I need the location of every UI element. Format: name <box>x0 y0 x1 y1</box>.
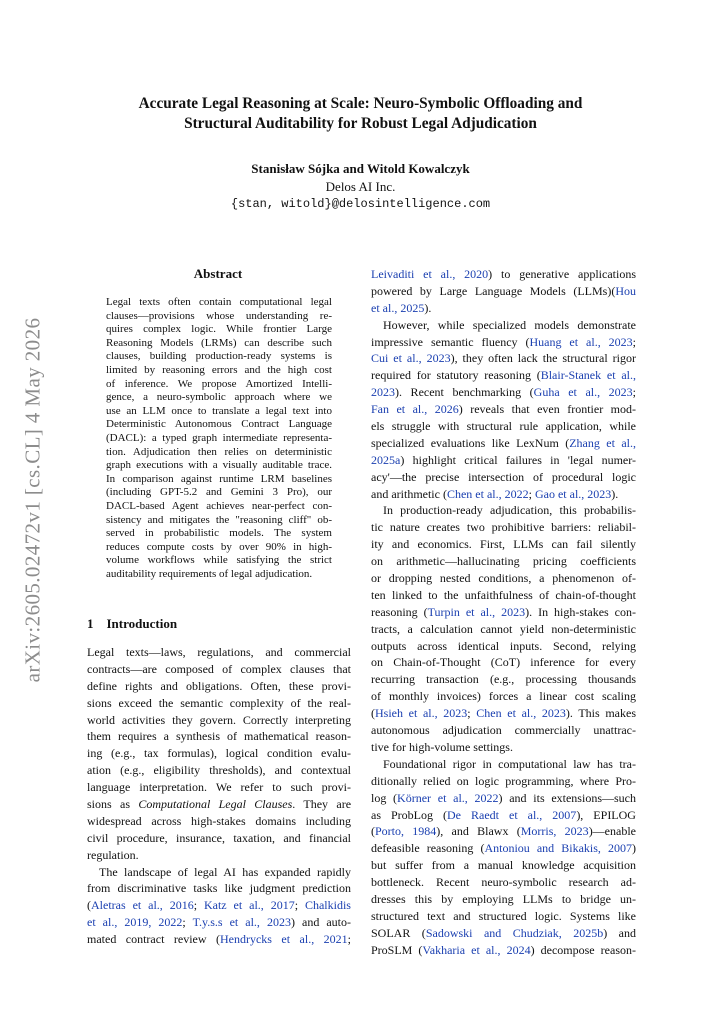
text-run: In production-ready adjudication, this probabilis- <box>383 503 636 518</box>
citation-link[interactable]: 2023 <box>371 385 395 400</box>
abstract-line: served in probabilistic models. The system <box>106 527 332 540</box>
text-run: widespread across high-stakes domains including <box>87 813 351 828</box>
paper-title-line: Accurate Legal Reasoning at Scale: Neuro-Symbolic Offloading and <box>138 95 583 112</box>
text-run: ). In high-stakes con- <box>525 604 636 619</box>
citation-link[interactable]: Hendrycks et al., 2021 <box>219 932 348 947</box>
text-line <box>371 553 636 570</box>
text-run: recurring transaction (e.g., processing thousands <box>371 672 636 687</box>
text-run: tracts, a calculation cannot yield non-deterministic <box>371 621 636 636</box>
text-line <box>87 661 351 678</box>
text-run: The landscape of legal AI has expanded rapidly <box>99 864 351 879</box>
abstract-line: Legal texts often contain computational legal <box>106 296 332 308</box>
text-run: specialized evaluations like LexNum ( <box>371 435 570 450</box>
text-line <box>87 914 351 931</box>
text-run: language interpretation. We refer to such provi- <box>87 780 351 795</box>
text-line <box>371 857 636 874</box>
text-run: as ProbLog ( <box>371 807 447 822</box>
text-line <box>87 745 351 762</box>
paper-title <box>60 94 661 133</box>
text-run: ) decompose reason- <box>530 942 637 957</box>
citation-link[interactable]: Antoniou and Bikakis, 2007 <box>484 841 632 856</box>
citation-link[interactable]: et al., 2025 <box>371 300 425 315</box>
citation-link[interactable]: Chen et al., 2022 <box>446 486 529 501</box>
text-line <box>371 469 636 486</box>
text-line <box>371 401 636 418</box>
text-run: ) reveals that even frontier mod- <box>458 402 637 417</box>
abstract-line: of inference. We propose Amortized Intelli- <box>106 377 332 390</box>
citation-link[interactable]: Vakharia et al., 2024 <box>422 942 531 957</box>
text-run: tive for high-volume settings. <box>371 739 513 754</box>
abstract-heading: Abstract <box>193 266 243 281</box>
text-line <box>371 773 636 790</box>
text-run: ( <box>87 898 91 913</box>
text-line <box>87 762 351 779</box>
text-line <box>87 931 351 948</box>
citation-link[interactable]: Körner et al., 2022 <box>397 790 499 805</box>
text-run: reasoning ( <box>371 604 428 619</box>
text-line <box>371 435 636 452</box>
citation-link[interactable]: Leivaditi et al., 2020 <box>371 267 489 281</box>
text-run: mated contract review ( <box>87 932 220 947</box>
text-run: civil procedure, insurance, taxation, and financial <box>87 830 351 845</box>
text-run: log ( <box>371 790 398 805</box>
text-line <box>371 502 636 519</box>
text-line <box>87 779 351 796</box>
abstract-line: In comparison against runtime LRM baselines <box>106 472 332 485</box>
text-line <box>371 807 636 824</box>
text-line <box>87 644 351 661</box>
text-run: ity and economics. First, LLMs can fail silently <box>371 537 636 552</box>
text-run: ( <box>371 706 375 721</box>
text-line <box>87 864 351 881</box>
citation-link[interactable]: Blair-Stanek et al., <box>540 368 636 383</box>
citation-link[interactable]: Morris, 2023 <box>520 824 589 839</box>
text-run: ; <box>294 898 305 913</box>
text-line <box>87 880 351 897</box>
text-line <box>371 587 636 604</box>
text-run: ), they often lack the structural rigor <box>450 351 636 366</box>
text-run: autonomous adjudication commercially unattrac- <box>371 723 636 738</box>
text-line <box>87 695 351 712</box>
abstract-line: clauses, building production-ready systems is <box>106 350 332 363</box>
text-line <box>371 266 636 283</box>
text-run: However, while specialized models demonstrate <box>383 317 636 332</box>
abstract-line: clauses—provisions whose understanding re- <box>106 309 332 322</box>
text-run: Foundational rigor in computational law has tra- <box>383 756 636 771</box>
abstract-line: quires complex logic. While frontier Large <box>106 323 332 336</box>
text-run: ), EPILOG <box>576 807 636 822</box>
citation-link[interactable]: 2025a <box>371 452 401 467</box>
text-line <box>371 536 636 553</box>
italic-term: Computational Legal Clauses <box>138 797 293 812</box>
text-run: ). This makes <box>565 706 636 721</box>
text-line <box>371 283 636 300</box>
text-line <box>371 925 636 942</box>
text-run: contracts—are composed of complex clauses that <box>87 661 351 676</box>
left-column-text <box>87 644 351 948</box>
abstract-body <box>106 296 332 581</box>
text-run: and arithmetic ( <box>371 486 447 501</box>
section-heading <box>87 616 177 632</box>
text-run: or dropping nested conditions, a phenomenon of- <box>371 571 636 586</box>
text-run: on Chain-of-Thought (CoT) inference for every <box>371 655 636 670</box>
text-run: define rights and obligations. Often, these provi- <box>87 678 351 693</box>
text-run: ; <box>467 706 477 721</box>
text-run: outputs across identical inputs. Second, relying <box>371 638 636 653</box>
text-line <box>371 350 636 367</box>
text-run: ditionally relied on logic programming, where Pro- <box>371 773 636 788</box>
text-run: ing (e.g., tax formulas), logical condition evalu- <box>87 746 351 761</box>
paper-title-line: Structural Auditability for Robust Legal Adjudication <box>184 114 537 132</box>
text-line <box>371 519 636 536</box>
text-run: tic nature creates two prohibitive barriers: reliabil- <box>371 520 636 535</box>
text-line <box>371 874 636 891</box>
citation-link[interactable]: Huang et al., 2023 <box>529 334 633 349</box>
text-line <box>371 604 636 621</box>
text-run: )—enable <box>588 824 636 839</box>
text-run: ) and auto- <box>290 915 351 930</box>
text-line <box>371 891 636 908</box>
text-line <box>371 756 636 773</box>
citation-link[interactable]: Hsieh et al., 2023 <box>375 706 468 721</box>
abstract-line: use an LLM once to translate a legal text into <box>106 404 332 417</box>
text-line <box>371 638 636 655</box>
text-line <box>371 452 636 469</box>
text-run: ) highlight critical failures in 'legal numer- <box>400 452 636 467</box>
text-run: ( <box>371 824 375 839</box>
abstract-line: volume workflows while satisfying the strict <box>106 554 332 567</box>
affiliation: Delos AI Inc. <box>325 179 396 194</box>
text-run: ) <box>632 841 636 856</box>
text-line <box>371 317 636 334</box>
text-run: world activities they govern. Correctly interpreting <box>87 712 351 727</box>
citation-link[interactable]: Turpin et al., 2023 <box>427 604 526 619</box>
text-line <box>87 897 351 914</box>
text-run: ; <box>632 385 637 400</box>
text-run: ten linked to the unfaithfulness of chain-of-thought <box>371 587 636 602</box>
text-run: of monthly invoices) forces a linear cost scaling <box>371 689 636 704</box>
text-line <box>371 823 636 840</box>
text-line <box>371 942 636 959</box>
text-line <box>371 908 636 925</box>
text-line <box>371 334 636 351</box>
abstract-line: gence, a neuro-symbolic approach where we <box>106 391 332 404</box>
abstract-line: auditability requirements of legal adjudication. <box>106 567 313 580</box>
text-run: ). <box>611 486 619 501</box>
text-run: required for statutory reasoning ( <box>371 368 541 383</box>
text-run: sions exceed the semantic complexity of the real- <box>87 695 351 710</box>
text-run: ; <box>347 932 352 947</box>
text-line <box>371 705 636 722</box>
text-run: impressive semantic fluency ( <box>371 334 530 349</box>
abstract-line: (including GPT-5.2 and Gemini 3 Pro), our <box>106 486 332 499</box>
text-run: ) and its extensions—such <box>498 790 636 805</box>
text-run: els struggle with structural rule application, while <box>371 419 636 434</box>
arxiv-watermark <box>7 300 59 700</box>
abstract-line: DACL-based Agent achieves near-perfect con- <box>106 499 332 512</box>
text-run: acy'—the precise intersection of procedural logic <box>371 469 636 484</box>
text-run: ProSLM ( <box>371 942 423 957</box>
text-line <box>371 739 636 756</box>
text-line <box>371 671 636 688</box>
text-run: from discriminative tasks like judgment prediction <box>87 881 351 896</box>
text-line <box>87 830 351 847</box>
text-line <box>371 570 636 587</box>
citation-link[interactable]: Guha et al., 2023 <box>533 385 633 400</box>
text-line <box>371 840 636 857</box>
text-run: on arithmetic—hallucinating pricing coefficients <box>371 554 636 569</box>
text-run: . They are <box>292 797 352 812</box>
text-run: ; <box>528 486 535 501</box>
section-title: Introduction <box>106 616 178 631</box>
text-line <box>371 300 636 317</box>
citation-link[interactable]: Chen et al., 2023 <box>476 706 566 721</box>
citation-link[interactable]: Porto, 1984 <box>375 824 437 839</box>
text-run: ). <box>424 300 432 315</box>
text-run: ), and Blawx ( <box>436 824 521 839</box>
email[interactable]: {stan, witold}@delosintelligence.com <box>230 197 491 211</box>
arxiv-id[interactable]: arXiv:2605.02472v1 [cs.CL] 4 May 2026 <box>20 317 45 683</box>
text-run: ) and <box>603 925 636 940</box>
text-run: Legal texts—laws, regulations, and commercial <box>87 645 351 659</box>
citation-link[interactable]: Fan et al., 2026 <box>371 402 459 417</box>
abstract-line: tion. Adjudication then relies on deterministic <box>106 445 332 458</box>
text-run: structured text and structured logic. Systems like <box>371 908 636 923</box>
text-line <box>371 486 636 503</box>
text-run: ). Recent benchmarking ( <box>395 385 534 400</box>
text-run: ; <box>193 898 204 913</box>
text-run: sions as <box>87 797 139 812</box>
citation-link[interactable]: Chalkidis <box>304 898 351 913</box>
citation-link[interactable]: T.y.s.s et al., 2023 <box>192 915 291 930</box>
citation-link[interactable]: et al., 2019, 2022 <box>87 915 183 930</box>
text-run: ) to generative applications <box>488 267 636 281</box>
section-number: 1 <box>87 616 94 631</box>
text-line <box>371 654 636 671</box>
text-line <box>87 813 351 830</box>
right-column-text <box>371 266 636 959</box>
abstract-line: reduces compute costs by over 90% in high- <box>106 540 332 553</box>
authors: Stanisław Sójka and Witold Kowalczyk <box>251 161 470 176</box>
text-line <box>371 384 636 401</box>
text-line <box>87 847 351 864</box>
text-run: ; <box>182 915 193 930</box>
citation-link[interactable]: Zhang et al., <box>569 435 636 450</box>
citation-link[interactable]: De Raedt et al., 2007 <box>447 807 577 822</box>
text-run: them requires a synthesis of mathematical reason- <box>87 729 351 744</box>
text-line <box>87 678 351 695</box>
abstract-line: Reasoning Models (LRMs) can describe such <box>106 336 332 349</box>
citation-link[interactable]: Aletras et al., 2016 <box>91 898 194 913</box>
citation-link[interactable]: Sadowski and Chudziak, 2025b <box>425 925 604 940</box>
text-run: powered by Large Language Models (LLMs)( <box>371 283 616 298</box>
text-line <box>371 688 636 705</box>
abstract-line: (DACL): a typed graph intermediate representa- <box>106 431 332 444</box>
text-line <box>371 722 636 739</box>
text-run: defeasible reasoning ( <box>371 841 485 856</box>
text-line <box>371 790 636 807</box>
text-run: ation (e.g., eligibility thresholds), and contextual <box>87 763 351 778</box>
text-line <box>87 712 351 729</box>
text-run: ; <box>632 334 636 349</box>
text-line <box>371 621 636 638</box>
abstract-line: limited by reasoning errors and the high cost <box>106 363 332 376</box>
text-line <box>87 728 351 745</box>
citation-link[interactable]: Katz et al., 2017 <box>203 898 295 913</box>
text-line <box>87 796 351 813</box>
text-run: regulation. <box>87 847 139 862</box>
abstract-line: Deterministic Autonomous Contract Language <box>106 418 332 431</box>
citation-link[interactable]: Cui et al., 2023 <box>371 351 451 366</box>
text-run: but suffer from a manual knowledge acquisition <box>371 858 636 873</box>
citation-link[interactable]: Hou <box>615 283 636 298</box>
text-run: SOLAR ( <box>371 925 426 940</box>
abstract-line: graph executions with a visually auditable trace. <box>106 459 332 472</box>
citation-link[interactable]: Gao et al., 2023 <box>534 486 612 501</box>
text-line <box>371 367 636 384</box>
text-run: bottleneck. Recent neuro-symbolic research ad- <box>371 875 636 890</box>
text-run: dresses this by employing LLMs to bridge un- <box>371 891 636 906</box>
text-line <box>371 418 636 435</box>
abstract-line: sistency and mitigates the "reasoning cliff" ob- <box>106 513 332 526</box>
